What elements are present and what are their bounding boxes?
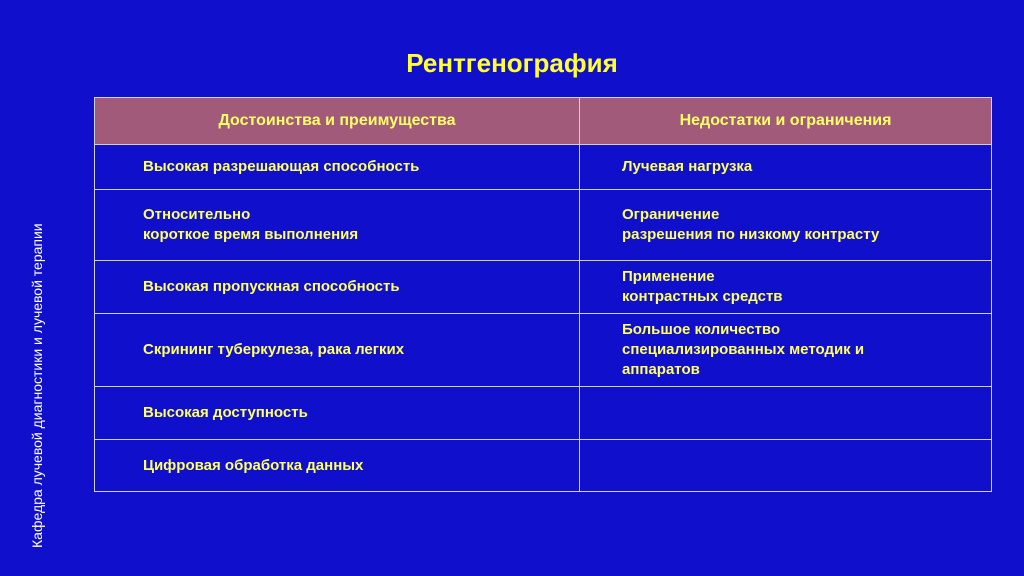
- department-label: Кафедра лучевой диагностики и лучевой терапии: [29, 223, 45, 548]
- disadvantage-cell: [580, 145, 992, 190]
- advantage-cell: [95, 145, 580, 190]
- slide-title: Рентгенография: [406, 48, 618, 78]
- disadvantage-text: Применение контрастных средств: [622, 268, 783, 305]
- header-disadvantages: Недостатки и ограничения: [580, 98, 992, 145]
- table-row: [95, 387, 992, 440]
- advantage-text: Высокая пропускная способность: [143, 278, 400, 295]
- advantage-text: Цифровая обработка данных: [143, 456, 364, 474]
- table-row: [95, 261, 992, 314]
- disadvantage-cell: [580, 190, 992, 261]
- advantage-text: Относительно короткое время выполнения: [143, 206, 359, 243]
- disadvantage-cell: [580, 387, 992, 440]
- table-row: [95, 440, 992, 492]
- header-advantages: Достоинства и преимущества: [95, 98, 580, 145]
- advantage-text: Скрининг туберкулеза, рака легких: [143, 341, 405, 358]
- comparison-table: [94, 97, 992, 492]
- disadvantage-cell: [580, 261, 992, 314]
- disadvantage-text: Большое количество специализированных методик и аппаратов: [622, 321, 865, 378]
- advantage-cell: [95, 190, 580, 261]
- table-row: [95, 314, 992, 387]
- disadvantage-cell: [580, 314, 992, 387]
- advantage-text: Высокая доступность: [143, 404, 308, 421]
- disadvantage-text: Ограничение разрешения по низкому контрасту: [622, 206, 880, 243]
- table-header-row: [95, 98, 992, 145]
- advantage-text: Высокая разрешающая способность: [143, 158, 420, 175]
- disadvantage-text: Лучевая нагрузка: [622, 158, 753, 175]
- advantage-cell: [95, 387, 580, 440]
- table-row: [95, 190, 992, 261]
- advantage-cell: [95, 314, 580, 387]
- disadvantage-cell: [580, 440, 992, 492]
- table-row: [95, 145, 992, 190]
- advantage-cell: [95, 440, 580, 492]
- advantage-cell: [95, 261, 580, 314]
